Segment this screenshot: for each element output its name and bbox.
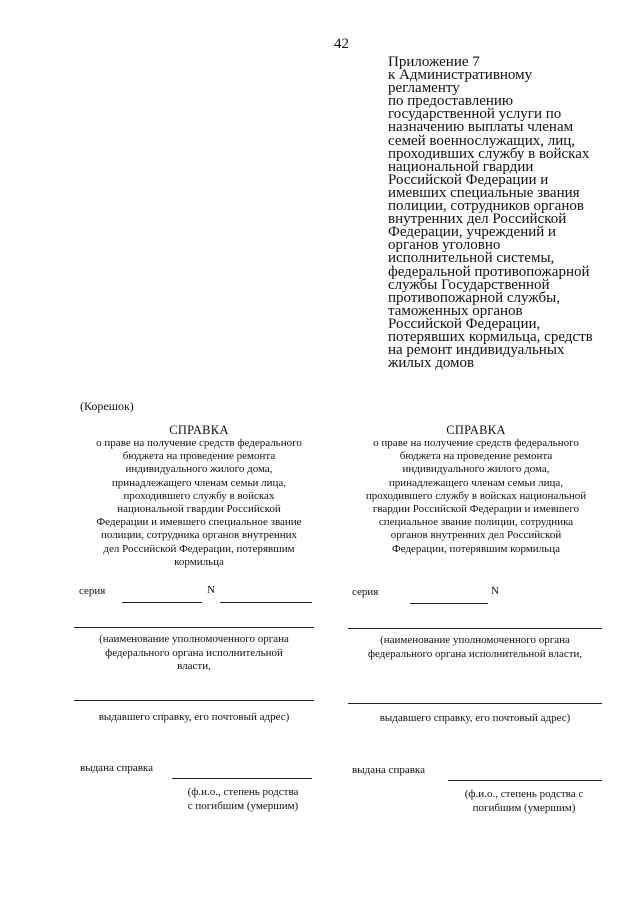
right-certificate-body: о праве на получение средств федерального бюджета на проведение ремонта индивидуального жилого дома, принадлежащего членам семьи лица, проходившего службу в войсках национальной гвардии Российской Федерации и имевшего специальное звание полиции, сотрудника органов внутренних дел Российской Федерации, потерявшим кормильца xyxy=(365,437,587,555)
right-org-caption: (наименование уполномоченного органа федерального органа исполнительной власти, xyxy=(367,634,583,660)
right-fio-line xyxy=(448,780,602,781)
right-series-label: серия xyxy=(352,586,379,598)
left-number-line xyxy=(220,602,312,603)
left-address-line xyxy=(74,700,314,701)
stub-label: (Корешок) xyxy=(80,399,134,413)
left-series-line xyxy=(122,602,202,603)
right-address-line xyxy=(348,703,602,704)
left-number-label: N xyxy=(207,584,215,596)
left-certificate-title: СПРАВКА xyxy=(169,423,229,437)
left-fio-caption: (ф.и.о., степень родства с погибшим (умершим) xyxy=(187,786,299,812)
right-series-line xyxy=(410,603,488,604)
left-fio-line xyxy=(172,778,312,779)
page-number: 42 xyxy=(334,36,349,52)
left-org-caption: (наименование уполномоченного органа федерального органа исполнительной власти, xyxy=(99,633,289,672)
left-issued-label: выдана справка xyxy=(80,762,153,774)
appendix-header: Приложение 7 к Административному регламенту по предоставлению государственной услуги по назначению выплаты членам семей военнослужащих, лиц, проходивших службу в войсках национальной гвардии Российской Федерации и имевших специальные звания полиции, сотрудников органов внутренних дел Российской Федерации, учреждений и органов уголовно исполнительной системы, федеральной противопожарной службы Государственной противопожарной службы, таможенных органов Российской Федерации, потерявших кормильца, средств на ремонт индивидуальных жилых домов xyxy=(388,54,593,372)
left-address-caption: выдавшего справку, его почтовый адрес) xyxy=(98,711,290,723)
right-fio-caption: (ф.и.о., степень родства с погибшим (умершим) xyxy=(464,788,584,814)
right-number-label: N xyxy=(491,585,499,597)
left-certificate-body: о праве на получение средств федерального бюджета на проведение ремонта индивидуального жилого дома, принадлежащего членам семьи лица, проходившего службу в войсках национальной гвардии Российской Федерации и имевшего специальное звание полиции, сотрудника органов внутренних дел Российской Федерации, потерявшим кормильца xyxy=(96,437,302,568)
left-series-label: серия xyxy=(79,585,106,597)
right-issued-label: выдана справка xyxy=(352,764,425,776)
right-address-caption: выдавшего справку, его почтовый адрес) xyxy=(379,712,571,724)
left-org-line xyxy=(74,627,314,628)
right-org-line xyxy=(348,628,602,629)
right-certificate-title: СПРАВКА xyxy=(446,423,506,437)
